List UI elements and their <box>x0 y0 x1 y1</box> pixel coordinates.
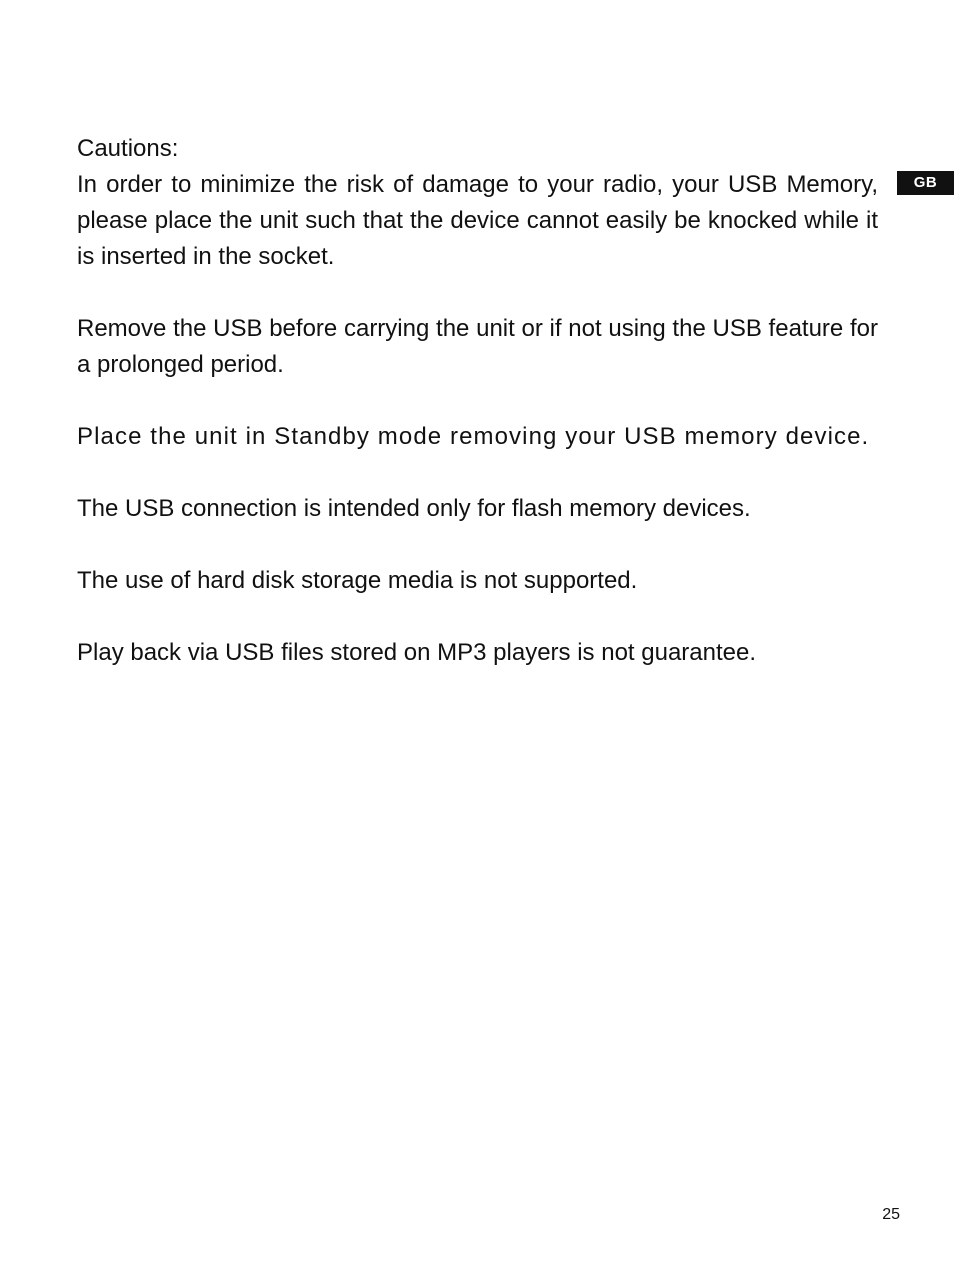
caution-paragraph-4: The USB connection is intended only for flash memory devices. <box>77 495 751 522</box>
caution-paragraph-1: In order to minimize the risk of damage to your radio, your USB Memory, please place the unit such that the device cannot easily be knocked while it is inserted in the socket. <box>77 171 878 270</box>
language-tab-gb: GB <box>897 171 954 195</box>
cautions-section <box>77 131 878 707</box>
caution-paragraph-2: Remove the USB before carrying the unit or if not using the USB feature for a prolonged period. <box>77 315 878 378</box>
page-number: 25 <box>882 1206 900 1223</box>
cautions-heading: Cautions: <box>77 135 179 162</box>
caution-paragraph-6: Play back via USB files stored on MP3 players is not guarantee. <box>77 639 757 666</box>
caution-paragraph-3: Place the unit in Standby mode removing your USB memory device. <box>77 423 870 450</box>
caution-paragraph-5: The use of hard disk storage media is not supported. <box>77 567 638 594</box>
